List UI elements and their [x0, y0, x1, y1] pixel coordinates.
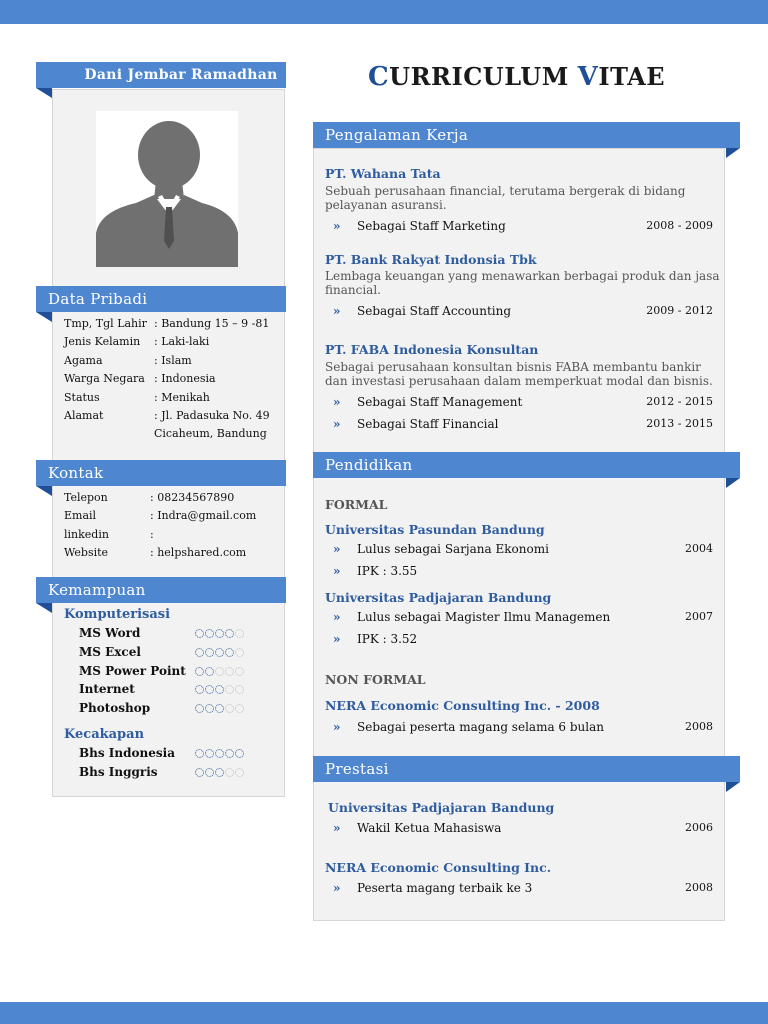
top-accent-bar	[0, 0, 768, 24]
rating-dot-icon	[195, 768, 204, 777]
item-text: IPK : 3.55	[357, 564, 418, 578]
rating-dot-icon	[195, 685, 204, 694]
rating-dot-icon	[235, 685, 244, 694]
rating-dot-icon	[215, 667, 224, 676]
page-title	[313, 62, 720, 92]
field-label: Alamat	[64, 409, 104, 422]
field-label: Email	[64, 509, 97, 523]
item-year: 2012 - 2015	[646, 395, 713, 408]
achievements-heading: Prestasi	[313, 756, 740, 782]
skill-rating	[195, 667, 244, 676]
rating-dot-icon	[235, 667, 244, 676]
title-part-2: ITAE	[598, 62, 666, 91]
field-value: : helpshared.com	[150, 546, 247, 560]
ribbon-fold	[726, 478, 740, 488]
item-text: Wakil Ketua Mahasiswa	[357, 821, 502, 835]
field-label: Warga Negara	[64, 372, 145, 386]
rating-dot-icon	[235, 749, 244, 758]
item-text: Sebagai Staff Management	[357, 395, 523, 409]
chevron-right-icon: »	[333, 219, 341, 233]
chevron-right-icon: »	[333, 395, 341, 409]
item-text: Sebagai Staff Accounting	[357, 304, 512, 318]
rating-dot-icon	[205, 648, 214, 657]
ribbon-fold	[726, 148, 740, 158]
title-initial-v: V	[577, 62, 599, 92]
rating-dot-icon	[205, 768, 214, 777]
field-label: Status	[64, 390, 100, 404]
skill-label: MS Power Point	[79, 663, 186, 678]
skills-heading: Kemampuan	[36, 577, 286, 603]
rating-dot-icon	[195, 704, 204, 713]
skill-rating	[195, 648, 244, 657]
skill-rating	[195, 629, 244, 638]
ribbon-fold	[36, 312, 52, 322]
skill-rating	[195, 704, 244, 713]
experience-heading: Pengalaman Kerja	[313, 122, 740, 148]
item-year: 2007	[685, 610, 713, 623]
rating-dot-icon	[215, 648, 224, 657]
rating-dot-icon	[215, 749, 224, 758]
nonformal-label: NON FORMAL	[325, 672, 426, 687]
contact-heading: Kontak	[36, 460, 286, 486]
chevron-right-icon: »	[333, 417, 341, 431]
company-description: Sebuah perusahaan financial, terutama bergerak di bidang pelayanan asuransi.	[325, 184, 686, 212]
person-silhouette-icon	[96, 111, 238, 267]
item-text: Sebagai Staff Marketing	[357, 219, 506, 233]
name-ribbon: Dani Jembar Ramadhan	[36, 62, 286, 88]
field-value: :	[150, 527, 154, 541]
chevron-right-icon: »	[333, 720, 341, 734]
rating-dot-icon	[215, 704, 224, 713]
company-name: PT. Bank Rakyat Indonsia Tbk	[325, 252, 537, 267]
rating-dot-icon	[225, 685, 234, 694]
ribbon-fold	[36, 603, 52, 613]
school-name: NERA Economic Consulting Inc. - 2008	[325, 698, 600, 713]
skill-rating	[195, 768, 244, 777]
rating-dot-icon	[215, 685, 224, 694]
item-year: 2008	[685, 720, 713, 733]
ribbon-fold	[36, 88, 52, 98]
personal-data-heading: Data Pribadi	[36, 286, 286, 312]
rating-dot-icon	[235, 648, 244, 657]
rating-dot-icon	[225, 648, 234, 657]
chevron-right-icon: »	[333, 564, 341, 578]
item-year: 2008 - 2009	[646, 219, 713, 232]
rating-dot-icon	[195, 629, 204, 638]
field-value: : Laki-laki	[154, 335, 210, 349]
rating-dot-icon	[205, 685, 214, 694]
item-year: 2008	[685, 881, 713, 894]
profile-photo	[96, 111, 238, 267]
company-name: PT. FABA Indonesia Konsultan	[325, 342, 539, 357]
item-text: IPK : 3.52	[357, 632, 418, 646]
rating-dot-icon	[235, 768, 244, 777]
rating-dot-icon	[195, 648, 204, 657]
company-description: Lembaga keuangan yang menawarkan berbagai produk dan jasa financial.	[325, 269, 720, 297]
field-value: Cicaheum, Bandung	[154, 427, 267, 441]
ribbon-fold	[36, 486, 52, 496]
field-value: : Jl. Padasuka No. 49	[154, 409, 270, 422]
item-text: Peserta magang terbaik ke 3	[357, 881, 533, 895]
rating-dot-icon	[225, 749, 234, 758]
field-value: : Islam	[154, 353, 192, 367]
field-label: linkedin	[64, 527, 109, 541]
rating-dot-icon	[205, 667, 214, 676]
chevron-right-icon: »	[333, 881, 341, 895]
item-text: Sebagai Staff Financial	[357, 417, 499, 431]
rating-dot-icon	[195, 749, 204, 758]
title-part-1: URRICULUM	[389, 62, 578, 91]
field-label: Telepon	[64, 491, 108, 504]
field-value: : Indra@gmail.com	[150, 509, 257, 523]
item-text: Lulus sebagai Sarjana Ekonomi	[357, 542, 549, 556]
chevron-right-icon: »	[333, 821, 341, 835]
company-name: PT. Wahana Tata	[325, 166, 441, 181]
item-year: 2009 - 2012	[646, 304, 713, 317]
field-value: : Menikah	[154, 390, 210, 404]
skill-label: Bhs Indonesia	[79, 746, 175, 760]
skill-label: Bhs Inggris	[79, 764, 158, 779]
rating-dot-icon	[215, 768, 224, 777]
field-label: Jenis Kelamin	[64, 335, 141, 349]
rating-dot-icon	[225, 629, 234, 638]
item-year: 2004	[685, 542, 713, 555]
field-value: : Indonesia	[154, 372, 216, 386]
rating-dot-icon	[225, 704, 234, 713]
ribbon-fold	[726, 782, 740, 792]
chevron-right-icon: »	[333, 542, 341, 556]
rating-dot-icon	[215, 629, 224, 638]
school-name: Universitas Padjajaran Bandung	[325, 590, 552, 605]
item-text: Lulus sebagai Magister Ilmu Managemen	[357, 610, 611, 624]
field-value: : Bandung 15 – 9 -81	[154, 317, 270, 330]
skill-label: MS Word	[79, 626, 141, 640]
field-label: Tmp, Tgl Lahir	[64, 317, 147, 330]
field-label: Agama	[64, 353, 103, 367]
rating-dot-icon	[225, 667, 234, 676]
chevron-right-icon: »	[333, 610, 341, 624]
skill-group-title: Komputerisasi	[64, 607, 171, 622]
field-value: : 08234567890	[150, 491, 235, 504]
chevron-right-icon: »	[333, 632, 341, 646]
achievement-org: NERA Economic Consulting Inc.	[325, 860, 552, 875]
item-text: Sebagai peserta magang selama 6 bulan	[357, 720, 604, 734]
skill-rating	[195, 685, 244, 694]
field-label: Website	[64, 546, 109, 560]
skill-label: MS Excel	[79, 644, 141, 659]
formal-label: FORMAL	[325, 497, 388, 512]
rating-dot-icon	[225, 768, 234, 777]
rating-dot-icon	[205, 704, 214, 713]
company-description: Sebagai perusahaan konsultan bisnis FABA membantu bankir dan investasi perusahaan dalam memperkuat modal dan bisnis.	[325, 360, 713, 388]
skill-label: Internet	[79, 682, 135, 697]
skill-group-title: Kecakapan	[64, 727, 145, 742]
item-year: 2013 - 2015	[646, 417, 713, 430]
skill-rating	[195, 749, 244, 758]
rating-dot-icon	[235, 629, 244, 638]
rating-dot-icon	[195, 667, 204, 676]
title-initial-c: C	[367, 62, 390, 92]
rating-dot-icon	[235, 704, 244, 713]
education-heading: Pendidikan	[313, 452, 740, 478]
rating-dot-icon	[205, 629, 214, 638]
school-name: Universitas Pasundan Bandung	[325, 522, 545, 537]
chevron-right-icon: »	[333, 304, 341, 318]
rating-dot-icon	[205, 749, 214, 758]
skill-label: Photoshop	[79, 701, 151, 716]
item-year: 2006	[685, 821, 713, 834]
achievement-org: Universitas Padjajaran Bandung	[328, 800, 555, 815]
bottom-accent-bar	[0, 1002, 768, 1024]
